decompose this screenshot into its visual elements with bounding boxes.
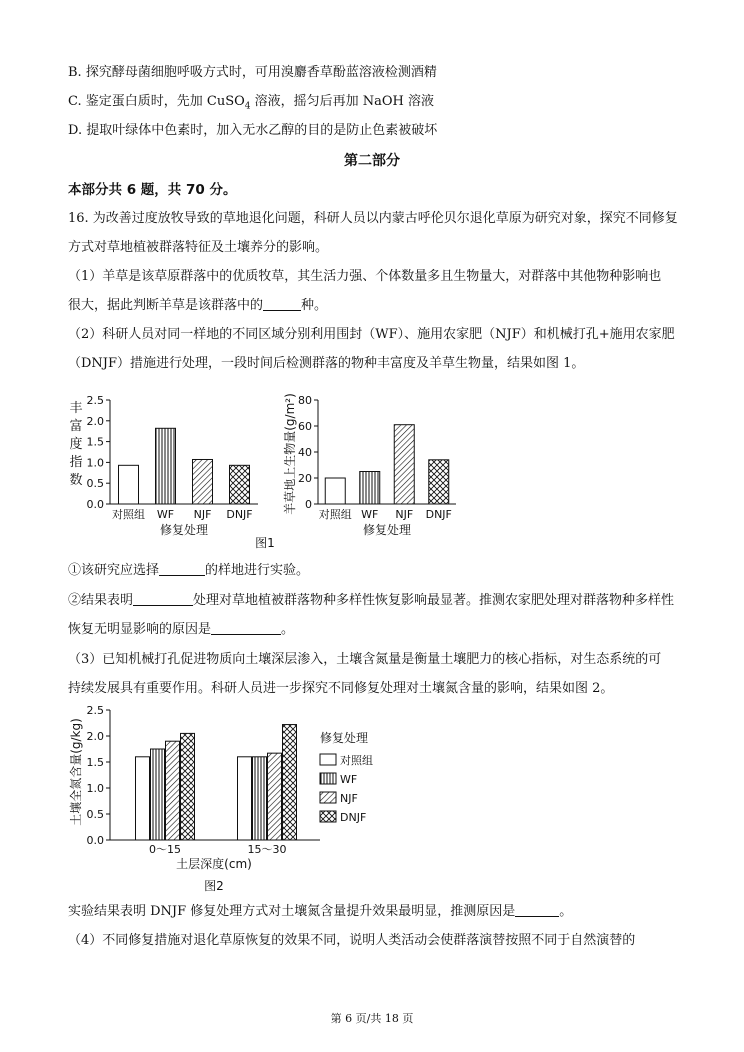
y-tick-label: 1.5 <box>86 756 104 769</box>
y-tick-label: 0 <box>305 498 312 511</box>
q16-part1-line1: （1）羊草是该草原群落中的优质牧草，其生活力强、个体数量多且生物量大，对群落中其他物种影响也 <box>68 269 662 284</box>
y-tick-label: 1.0 <box>86 456 104 470</box>
q16-sub-ii-line2 <box>68 621 294 639</box>
bar <box>253 757 267 840</box>
answer-blank[interactable] <box>133 592 193 606</box>
bar <box>193 459 213 504</box>
x-tick-label: 0～15 <box>149 843 181 856</box>
y-tick-label: 60 <box>298 420 312 433</box>
y-tick-label: 2.0 <box>86 730 104 743</box>
bar <box>151 749 165 840</box>
x-axis-title: 修复处理 <box>362 523 412 537</box>
legend-swatch <box>320 773 336 784</box>
bar <box>166 741 180 840</box>
figure-2-caption: 图2 <box>204 879 224 893</box>
legend-label: DNJF <box>340 811 367 824</box>
q16-stem-line1: 16. 为改善过度放牧导致的草地退化问题，科研人员以内蒙古呼伦贝尔退化草原为研究对象，探究不同修复 <box>68 211 678 226</box>
x-tick-label: DNJF <box>226 508 253 521</box>
figure-2 <box>68 702 398 897</box>
x-tick-label: NJF <box>193 508 212 521</box>
y-tick-label: 20 <box>298 472 312 485</box>
y-tick-label: 2.5 <box>86 704 104 717</box>
q16-part3-line3 <box>68 903 572 921</box>
q16-part1-line2 <box>68 297 327 315</box>
bar <box>181 733 195 840</box>
bar <box>238 757 252 840</box>
y-axis-title: 度 <box>69 437 83 452</box>
option-d: D. 提取叶绿体中色素时，加入无水乙醇的目的是防止色素被破坏 <box>68 123 438 138</box>
bar <box>156 428 176 504</box>
q16-part4-line1: （4）不同修复措施对退化草原恢复的效果不同，说明人类活动会使群落演替按照不同于自然演替的 <box>68 933 636 948</box>
legend-swatch <box>320 792 336 803</box>
answer-blank[interactable] <box>159 562 205 576</box>
y-tick-label: 2.5 <box>86 394 104 407</box>
figure-1-caption: 图1 <box>255 536 275 550</box>
x-tick-label: 15～30 <box>247 843 287 856</box>
x-tick-label: 对照组 <box>318 508 352 521</box>
x-axis-title: 土层深度(cm) <box>176 857 252 871</box>
legend-swatch <box>320 811 336 822</box>
bar <box>230 465 250 504</box>
y-tick-label: 2.0 <box>86 414 104 428</box>
bar <box>325 478 345 504</box>
q16-sub-ii-text-b-end: 。 <box>281 622 295 637</box>
legend-swatch <box>320 754 336 765</box>
q16-sub-ii-text-mid: 处理对草地植被群落物种多样性恢复影响最显著。推测农家肥处理对群落物种多样性 <box>193 593 675 608</box>
q16-sub-ii-text-b: 恢复无明显影响的原因是 <box>68 622 212 637</box>
y-axis-title: 富 <box>69 419 83 434</box>
x-tick-label: WF <box>156 508 175 521</box>
figure-2-svg <box>68 702 398 897</box>
legend-label: WF <box>340 773 358 786</box>
q16-sub-i <box>68 562 309 580</box>
option-b: B. 探究酵母菌细胞呼吸方式时，可用溴麝香草酚蓝溶液检测酒精 <box>68 65 437 80</box>
y-tick-label: 1.5 <box>86 435 104 449</box>
section-intro: 本部分共 6 题，共 70 分。 <box>68 182 237 198</box>
bar <box>136 757 150 840</box>
option-c-text-end: 溶液，摇匀后再加 NaOH 溶液 <box>250 94 435 109</box>
bar <box>394 425 414 504</box>
q16-part1-text-end: 种。 <box>301 298 328 313</box>
q16-part3-line1: （3）已知机械打孔促进物质向土壤深层渗入，土壤含氮量是衡量土壤肥力的核心指标，对生态系统的可 <box>68 652 662 667</box>
bar <box>283 725 297 840</box>
legend-title: 修复处理 <box>320 731 369 745</box>
y-tick-label: 1.0 <box>86 782 104 795</box>
option-c-text: C. 鉴定蛋白质时，先加 CuSO <box>68 94 245 109</box>
q16-sub-i-text: ①该研究应选择 <box>68 563 160 578</box>
y-axis-title: 丰 <box>69 401 83 416</box>
x-axis-title: 修复处理 <box>159 523 209 537</box>
bar <box>268 753 282 840</box>
x-tick-label: NJF <box>395 508 414 521</box>
q16-sub-ii-line1 <box>68 592 674 610</box>
y-tick-label: 0.0 <box>86 834 104 847</box>
option-c-subscript: 4 <box>244 101 251 112</box>
y-tick-label: 0.5 <box>86 477 104 491</box>
q16-sub-i-text-end: 的样地进行实验。 <box>205 563 310 578</box>
y-tick-label: 40 <box>298 446 312 459</box>
y-axis-title: 羊草地上生物量(g/m²) <box>283 393 297 515</box>
q16-part2-line1: （2）科研人员对同一样地的不同区域分别利用围封（WF）、施用农家肥（NJF）和机械打孔+施用农家肥 <box>68 327 675 342</box>
x-tick-label: 对照组 <box>112 508 145 521</box>
q16-part2-line2: （DNJF）措施进行处理，一段时间后检测群落的物种丰富度及羊草生物量，结果如图 1。 <box>68 356 585 371</box>
y-axis-title: 指 <box>69 455 83 470</box>
figure-1 <box>68 384 463 554</box>
x-tick-label: DNJF <box>425 508 452 521</box>
y-axis-title: 土壤全氮含量(g/kg) <box>69 718 83 826</box>
bar <box>119 465 139 504</box>
q16-stem-line2: 方式对草地植被群落特征及土壤养分的影响。 <box>68 240 329 255</box>
answer-blank[interactable] <box>515 903 559 917</box>
page-footer: 第 6 页/共 18 页 <box>330 1012 414 1025</box>
answer-blank[interactable] <box>211 621 281 635</box>
q16-part1-text: 很大，据此判断羊草是该群落中的 <box>68 298 264 313</box>
y-tick-label: 80 <box>298 394 312 407</box>
legend-label: 对照组 <box>340 754 373 767</box>
y-tick-label: 0.0 <box>86 498 104 511</box>
q16-part3-text-end: 。 <box>559 904 573 919</box>
q16-part3-text: 实验结果表明 DNJF 修复处理方式对土壤氮含量提升效果最明显，推测原因是 <box>68 904 516 919</box>
q16-sub-ii-text: ②结果表明 <box>68 593 134 608</box>
q16-part3-line2: 持续发展具有重要作用。科研人员进一步探究不同修复处理对土壤氮含量的影响，结果如图 2。 <box>68 681 614 696</box>
bar <box>429 460 449 504</box>
answer-blank[interactable] <box>263 297 301 311</box>
x-tick-label: WF <box>361 508 379 521</box>
option-c <box>68 93 434 116</box>
legend-label: NJF <box>340 792 358 805</box>
figure-1-svg <box>68 384 463 554</box>
section-title: 第二部分 <box>344 153 400 169</box>
y-tick-label: 0.5 <box>86 808 104 821</box>
bar <box>360 472 380 505</box>
y-axis-title: 数 <box>69 473 83 488</box>
